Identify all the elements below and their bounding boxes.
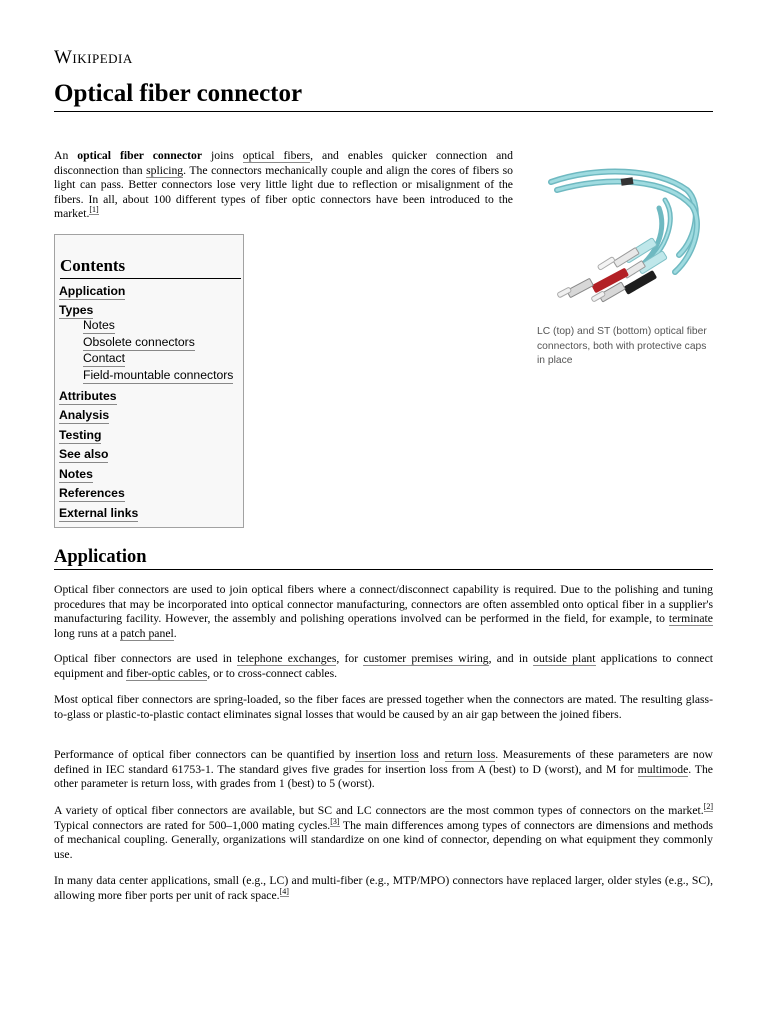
citation-1[interactable]: [1] (89, 205, 99, 215)
link-multimode[interactable]: multimode (637, 762, 689, 776)
table-of-contents (54, 234, 244, 528)
intro-paragraph: An optical fiber connector joins optical fibers, and enables quicker connection and disconnection than splicing. The connectors mechanically couple and align the cores of fibers so light can pass. Better connectors lose very little light due to reflection or misalignment of the fibers. In all, about 100 different types of fiber optic connectors have been introduced to the market.[1] (54, 149, 513, 221)
wikipedia-wordmark[interactable]: Wikipedia (54, 47, 133, 68)
link-outside-plant[interactable]: outside plant (533, 652, 596, 665)
figure-caption: LC (top) and ST (bottom) optical fiber connectors, both with protective caps in place (537, 326, 707, 367)
link-fiber-optic-cables[interactable]: fiber-optic cables (126, 666, 208, 680)
link-splicing[interactable]: splicing (146, 163, 184, 177)
application-paragraph-3: Most optical fiber connectors are spring-loaded, so the fiber faces are pressed together when the connectors are mated. The resulting glass-to-glass or plastic-to-plastic contact eliminates signal losses that would be caused by an air gap between the joined fibers. (54, 693, 713, 721)
toc-item-field-mountable[interactable]: Field-mountable connectors (83, 368, 234, 382)
page-title: Optical fiber connector (54, 80, 303, 107)
application-paragraph-1: Optical fiber connectors are used to join optical fibers where a connect/disconnect capability is required. Due to the polishing and tuning procedures that may be incorporated into optical connector manufacturing, connectors are often assembled onto optical fiber in a supplier's manufacturing facility. However, the assembly and polishing operations involved can be performed in the field, for example, to terminate long runs at a patch panel. (54, 583, 713, 640)
bold-term: optical fiber connector (77, 149, 203, 162)
connector-figure (537, 160, 713, 369)
toc-item-testing[interactable]: Testing (59, 428, 102, 442)
citation-4[interactable]: [4] (279, 886, 289, 896)
toc-item-analysis[interactable]: Analysis (59, 408, 110, 422)
link-customer-premises-wiring[interactable]: customer premises wiring (363, 652, 489, 665)
toc-item-see-also[interactable]: See also (59, 447, 109, 461)
section-divider (54, 569, 713, 570)
link-optical-fibers[interactable]: optical fibers (242, 149, 311, 162)
link-patch-panel[interactable]: patch panel (120, 626, 174, 640)
title-divider (54, 111, 713, 112)
toc-item-notes-sub[interactable]: Notes (83, 318, 115, 332)
toc-title: Contents (60, 256, 126, 275)
application-paragraph-5: A variety of optical fiber connectors are available, but SC and LC connectors are the most common types of connectors on the market.[2] Typical connectors are rated for 500–1,000 mating cycles.[3] The main differences among types of connectors are dimensions and methods of mechanical coupling. Generally, organizations will standardize on one kind of connector, depending on what equipment they commonly use. (54, 802, 714, 861)
toc-divider (60, 278, 241, 279)
toc-item-application[interactable]: Application (59, 284, 126, 298)
toc-item-contact[interactable]: Contact (83, 351, 126, 365)
application-paragraph-2: Optical fiber connectors are used in telephone exchanges, for customer premises wiring, and in outside plant applications to connect equipment and fiber-optic cables, or to cross-connect cables. (54, 652, 714, 680)
link-terminate[interactable]: terminate (668, 612, 713, 626)
toc-item-types[interactable]: Types (59, 303, 94, 317)
link-insertion-loss[interactable]: insertion loss (355, 748, 419, 761)
link-return-loss[interactable]: return loss (444, 748, 496, 761)
toc-item-obsolete-connectors[interactable]: Obsolete connectors (83, 335, 195, 349)
fiber-connectors-photo[interactable] (537, 160, 713, 305)
toc-item-attributes[interactable]: Attributes (59, 389, 117, 403)
application-paragraph-4: Performance of optical fiber connectors can be quantified by insertion loss and return loss. Measurements of these parameters are now defined in IEC standard 61753-1. The standard gives five grades for insertion loss from A (best) to D (worst), and M for multimode. The other parameter is return loss, with grades from 1 (best) to 5 (worst). (54, 748, 713, 791)
toc-item-external-links[interactable]: External links (59, 506, 139, 520)
citation-2[interactable]: [2] (703, 802, 713, 811)
toc-item-notes[interactable]: Notes (59, 467, 93, 481)
citation-3[interactable]: [3] (330, 816, 340, 826)
link-telephone-exchanges[interactable]: telephone exchanges (237, 652, 337, 665)
section-heading-application: Application (54, 547, 147, 567)
application-paragraph-6: In many data center applications, small (e.g., LC) and multi-fiber (e.g., MTP/MPO) connectors have replaced larger, older styles (e.g., SC), allowing more fiber ports per unit of rack space.[4] (54, 874, 713, 902)
toc-item-references[interactable]: References (59, 486, 125, 500)
